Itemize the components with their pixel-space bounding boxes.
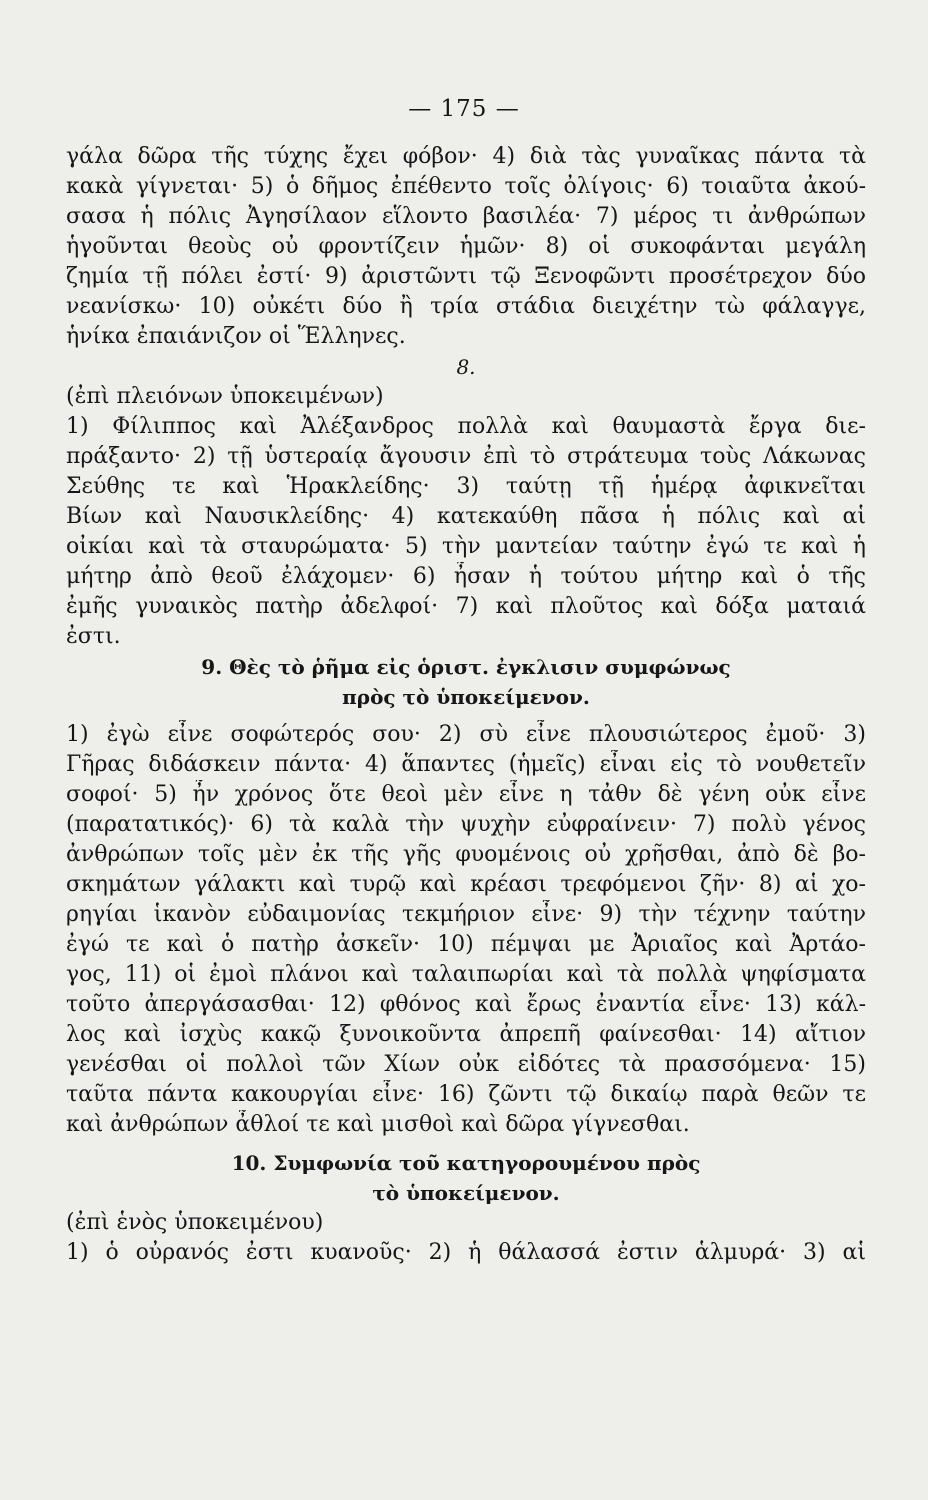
section-subtitle: (ἐπὶ πλειόνων ὑποκειμένων) bbox=[66, 384, 384, 409]
text-line: ζημία τῇ πόλει ἐστί· 9) ἀριστῶντι τῷ Ξενοφῶντι προσέτρεχον δύο bbox=[66, 264, 866, 289]
text-line: πράξαντο· 2) τῇ ὑστεραίᾳ ἄγουσιν ἐπὶ τὸ στράτευμα τοὺς Λάκωνας bbox=[66, 444, 866, 469]
text-line: σοφοί· 5) ἦν χρόνος ὅτε θεοὶ μὲν εἶνε η τἀθν δὲ γένη οὐκ εἶνε bbox=[66, 782, 866, 807]
text-line: γενέσθαι οἱ πολλοὶ τῶν Χίων οὐκ εἰδότες τὰ πρασσόμενα· 15) bbox=[66, 1052, 866, 1077]
section-subtitle: (ἐπὶ ἑνὸς ὑποκειμένου) bbox=[66, 1210, 324, 1235]
page-number: — 175 — bbox=[408, 96, 520, 122]
text-line: καὶ ἀνθρώπων ἆθλοί τε καὶ μισθοὶ καὶ δῶρα γίγνεσθαι. bbox=[66, 1112, 690, 1137]
text-line: Γῆρας διδάσκειν πάντα· 4) ἅπαντες (ἡμεῖς) εἶναι εἰς τὸ νουθετεῖν bbox=[66, 752, 866, 777]
text-line: ἡνίκα ἐπαιάνιζον οἱ Ἕλληνες. bbox=[66, 324, 406, 349]
text-line: σκημάτων γάλακτι καὶ τυρῷ καὶ κρέασι τρεφόμενοι ζῆν· 8) αἱ χο- bbox=[66, 872, 866, 897]
text-line: τοῦτο ἀπεργάσασθαι· 12) φθόνος καὶ ἔρως ἐναντία εἶνε· 13) κάλ- bbox=[66, 992, 866, 1017]
text-body bbox=[66, 142, 866, 1268]
text-line: ταῦτα πάντα κακουργίαι εἶνε· 16) ζῶντι τῷ δικαίῳ παρὰ θεῶν τε bbox=[66, 1082, 866, 1107]
text-line: ἐστι. bbox=[66, 624, 121, 649]
text-line: κακὰ γίγνεται· 5) ὁ δῆμος ἐπέθεντο τοῖς ὀλίγοις· 6) τοιαῦτα ἀκού- bbox=[66, 174, 866, 199]
text-line: ἀνθρώπων τοῖς μὲν ἐκ τῆς γῆς φυομένοις οὐ χρῆσθαι, ἀπὸ δὲ βο- bbox=[66, 842, 866, 867]
text-line: 1) ὁ οὐρανός ἐστι κυανοῦς· 2) ἡ θάλασσά ἐστιν ἁλμυρά· 3) αἱ bbox=[66, 1240, 866, 1265]
text-line: νεανίσκω· 10) οὐκέτι δύο ἢ τρία στάδια διειχέτην τὼ φάλαγγε, bbox=[66, 294, 866, 319]
text-line: μήτηρ ἀπὸ θεοῦ ἐλάχομεν· 6) ἦσαν ἡ τούτου μήτηρ καὶ ὁ τῆς bbox=[66, 564, 866, 589]
section-heading: τὸ ὑποκείμενον. bbox=[372, 1181, 560, 1205]
text-line: ἐμῆς γυναικὸς πατὴρ ἀδελφοί· 7) καὶ πλοῦτος καὶ δόξα ματαιά bbox=[66, 594, 866, 619]
text-line: ἐγώ τε καὶ ὁ πατὴρ ἀσκεῖν· 10) πέμψαι με Ἀριαῖος καὶ Ἀρτάο- bbox=[66, 932, 866, 957]
text-line: γάλα δῶρα τῆς τύχης ἔχει φόβον· 4) διὰ τὰς γυναῖκας πάντα τὰ bbox=[66, 144, 866, 169]
text-line: (παρατατικός)· 6) τὰ καλὰ τὴν ψυχὴν εὐφραίνειν· 7) πολὺ γένος bbox=[66, 812, 866, 837]
section-heading: πρὸς τὸ ὑποκείμενον. bbox=[342, 685, 590, 709]
text-line: 1) ἐγὼ εἶνε σοφώτερός σου· 2) σὺ εἶνε πλουσιώτερος ἐμοῦ· 3) bbox=[66, 722, 866, 747]
text-line: οἰκίαι καὶ τὰ σταυρώματα· 5) τὴν μαντείαν ταύτην ἐγώ τε καὶ ἡ bbox=[66, 534, 866, 559]
text-line: ρηγίαι ἱκανὸν εὐδαιμονίας τεκμήριον εἶνε· 9) τὴν τέχνην ταύτην bbox=[66, 902, 866, 927]
text-line: Βίων καὶ Ναυσικλείδης· 4) κατεκαύθη πᾶσα ἡ πόλις καὶ αἱ bbox=[66, 504, 866, 529]
section-heading: 9. Θὲς τὸ ῥῆμα εἰς ὁριστ. ἐγκλισιν συμφώνως bbox=[201, 655, 731, 679]
section-heading: 10. Συμφωνία τοῦ κατηγορουμένου πρὸς bbox=[231, 1151, 701, 1175]
text-line: ἡγοῦνται θεοὺς οὐ φροντίζειν ἡμῶν· 8) οἱ συκοφάνται μεγάλη bbox=[66, 234, 866, 259]
text-line: 1) Φίλιππος καὶ Ἀλέξανδρος πολλὰ καὶ θαυμαστὰ ἔργα διε- bbox=[66, 414, 866, 439]
text-line: Σεύθης τε καὶ Ἡρακλείδης· 3) ταύτῃ τῇ ἡμέρᾳ ἀφικνεῖται bbox=[66, 474, 866, 499]
text-line: γος, 11) οἱ ἐμοὶ πλάνοι καὶ ταλαιπωρίαι καὶ τὰ πολλὰ ψηφίσματα bbox=[66, 962, 866, 987]
text-line: σασα ἡ πόλις Ἀγησίλαον εἵλοντο βασιλέα· 7) μέρος τι ἀνθρώπων bbox=[66, 204, 866, 229]
section-number: 8. bbox=[456, 355, 476, 379]
text-line: λος καὶ ἰσχὺς κακῷ ξυνοικοῦντα ἀπρεπῆ φαίνεσθαι· 14) αἴτιον bbox=[66, 1022, 866, 1047]
